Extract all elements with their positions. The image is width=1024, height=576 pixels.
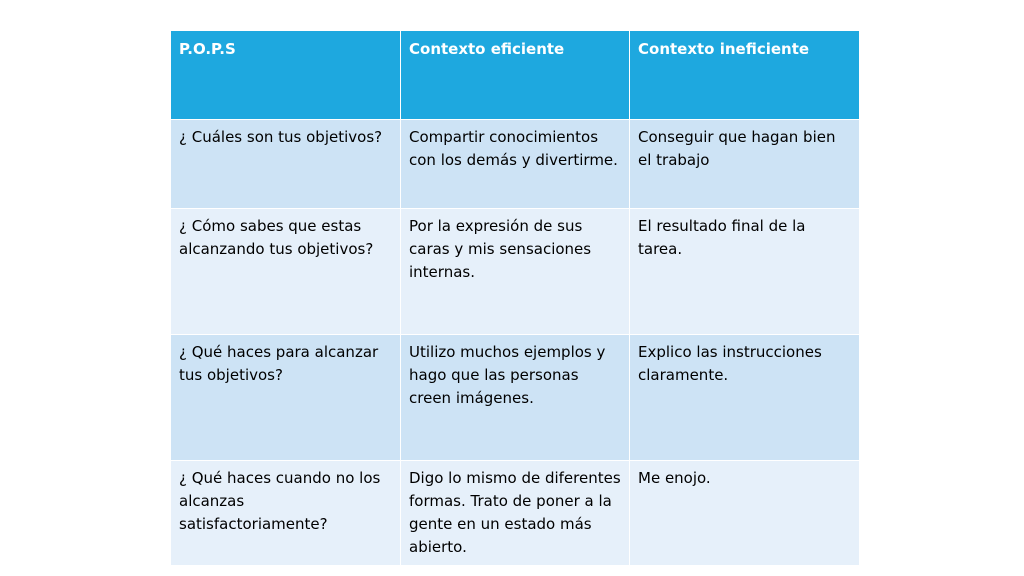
table-cell-eficiente: Por la expresión de sus caras y mis sensaciones internas. (401, 209, 630, 335)
table-cell-ineficiente: Conseguir que hagan bien el trabajo (630, 120, 860, 209)
table-row (171, 120, 860, 209)
table-cell-ineficiente: Explico las instrucciones claramente. (630, 335, 860, 461)
table-cell-ineficiente: El resultado final de la tarea. (630, 209, 860, 335)
table-cell-question: ¿ Qué haces cuando no los alcanzas satisfactoriamente? (171, 461, 401, 566)
table-cell-question: ¿ Cuáles son tus objetivos? (171, 120, 401, 209)
header-cell-contexto-eficiente: Contexto eficiente (401, 31, 630, 120)
table-cell-eficiente: Compartir conocimientos con los demás y divertirme. (401, 120, 630, 209)
table-cell-question: ¿ Qué haces para alcanzar tus objetivos? (171, 335, 401, 461)
table-cell-ineficiente: Me enojo. (630, 461, 860, 566)
pops-table (170, 30, 860, 566)
table-cell-eficiente: Digo lo mismo de diferentes formas. Trato de poner a la gente en un estado más abierto. (401, 461, 630, 566)
table-row (171, 335, 860, 461)
table-cell-question: ¿ Cómo sabes que estas alcanzando tus objetivos? (171, 209, 401, 335)
header-cell-pops: P.O.P.S (171, 31, 401, 120)
table-header-row (171, 31, 860, 120)
table-row (171, 461, 860, 566)
table-cell-eficiente: Utilizo muchos ejemplos y hago que las personas creen imágenes. (401, 335, 630, 461)
table-row (171, 209, 860, 335)
header-cell-contexto-ineficiente: Contexto ineficiente (630, 31, 860, 120)
